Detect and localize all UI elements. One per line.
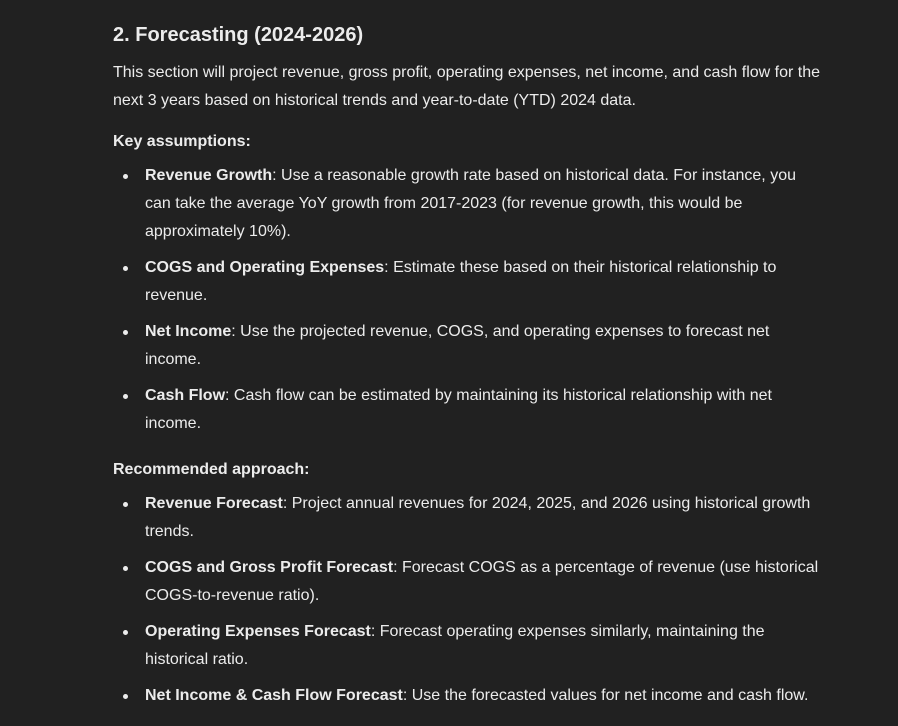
item-term: Net Income & Cash Flow Forecast [145, 687, 403, 704]
recommended-approach-label: Recommended approach: [113, 461, 310, 478]
list-item [113, 682, 825, 710]
list-item [113, 162, 825, 246]
intro-paragraph: This section will project revenue, gross profit, operating expenses, net income, and cash flow for the next 3 years based on historical trends and year-to-date (YTD) 2024 data. [113, 64, 821, 109]
item-text: : Cash flow can be estimated by maintaining its historical relationship with net income. [145, 387, 772, 432]
recommended-approach-list [113, 490, 825, 718]
item-text: : Estimate these based on their historical relationship to revenue. [145, 259, 777, 304]
item-text: : Forecast COGS as a percentage of revenue (use historical COGS-to-revenue ratio). [145, 559, 819, 604]
list-item [113, 554, 825, 610]
list-item [113, 318, 825, 374]
bullet-icon [123, 566, 128, 571]
item-term: COGS and Operating Expenses [145, 259, 385, 276]
section-heading: 2. Forecasting (2024-2026) [113, 24, 364, 46]
list-item [113, 490, 825, 546]
list-item [113, 618, 825, 674]
item-text: : Use a reasonable growth rate based on historical data. For instance, you can take the average YoY growth from 2017-2023 (for revenue growth, this would be approximately 10%). [145, 167, 796, 240]
item-text: : Forecast operating expenses similarly, maintaining the historical ratio. [145, 623, 765, 668]
item-term: Cash Flow [145, 387, 226, 404]
key-assumptions-label: Key assumptions: [113, 133, 251, 150]
item-text: : Use the forecasted values for net income and cash flow. [402, 687, 809, 704]
bullet-icon [123, 502, 128, 507]
list-item [113, 382, 825, 438]
item-text: : Project annual revenues for 2024, 2025, and 2026 using historical growth trends. [145, 495, 811, 540]
item-term: COGS and Gross Profit Forecast [145, 559, 394, 576]
item-text: : Use the projected revenue, COGS, and operating expenses to forecast net income. [145, 323, 770, 368]
item-term: Revenue Growth [145, 167, 273, 184]
bullet-icon [123, 630, 128, 635]
item-term: Operating Expenses Forecast [145, 623, 371, 640]
bullet-icon [123, 174, 128, 179]
key-assumptions-list [113, 162, 825, 446]
bullet-icon [123, 330, 128, 335]
item-term: Net Income [145, 323, 232, 340]
bullet-icon [123, 266, 128, 271]
item-term: Revenue Forecast [145, 495, 283, 512]
bullet-icon [123, 694, 128, 699]
list-item [113, 254, 825, 310]
bullet-icon [123, 394, 128, 399]
